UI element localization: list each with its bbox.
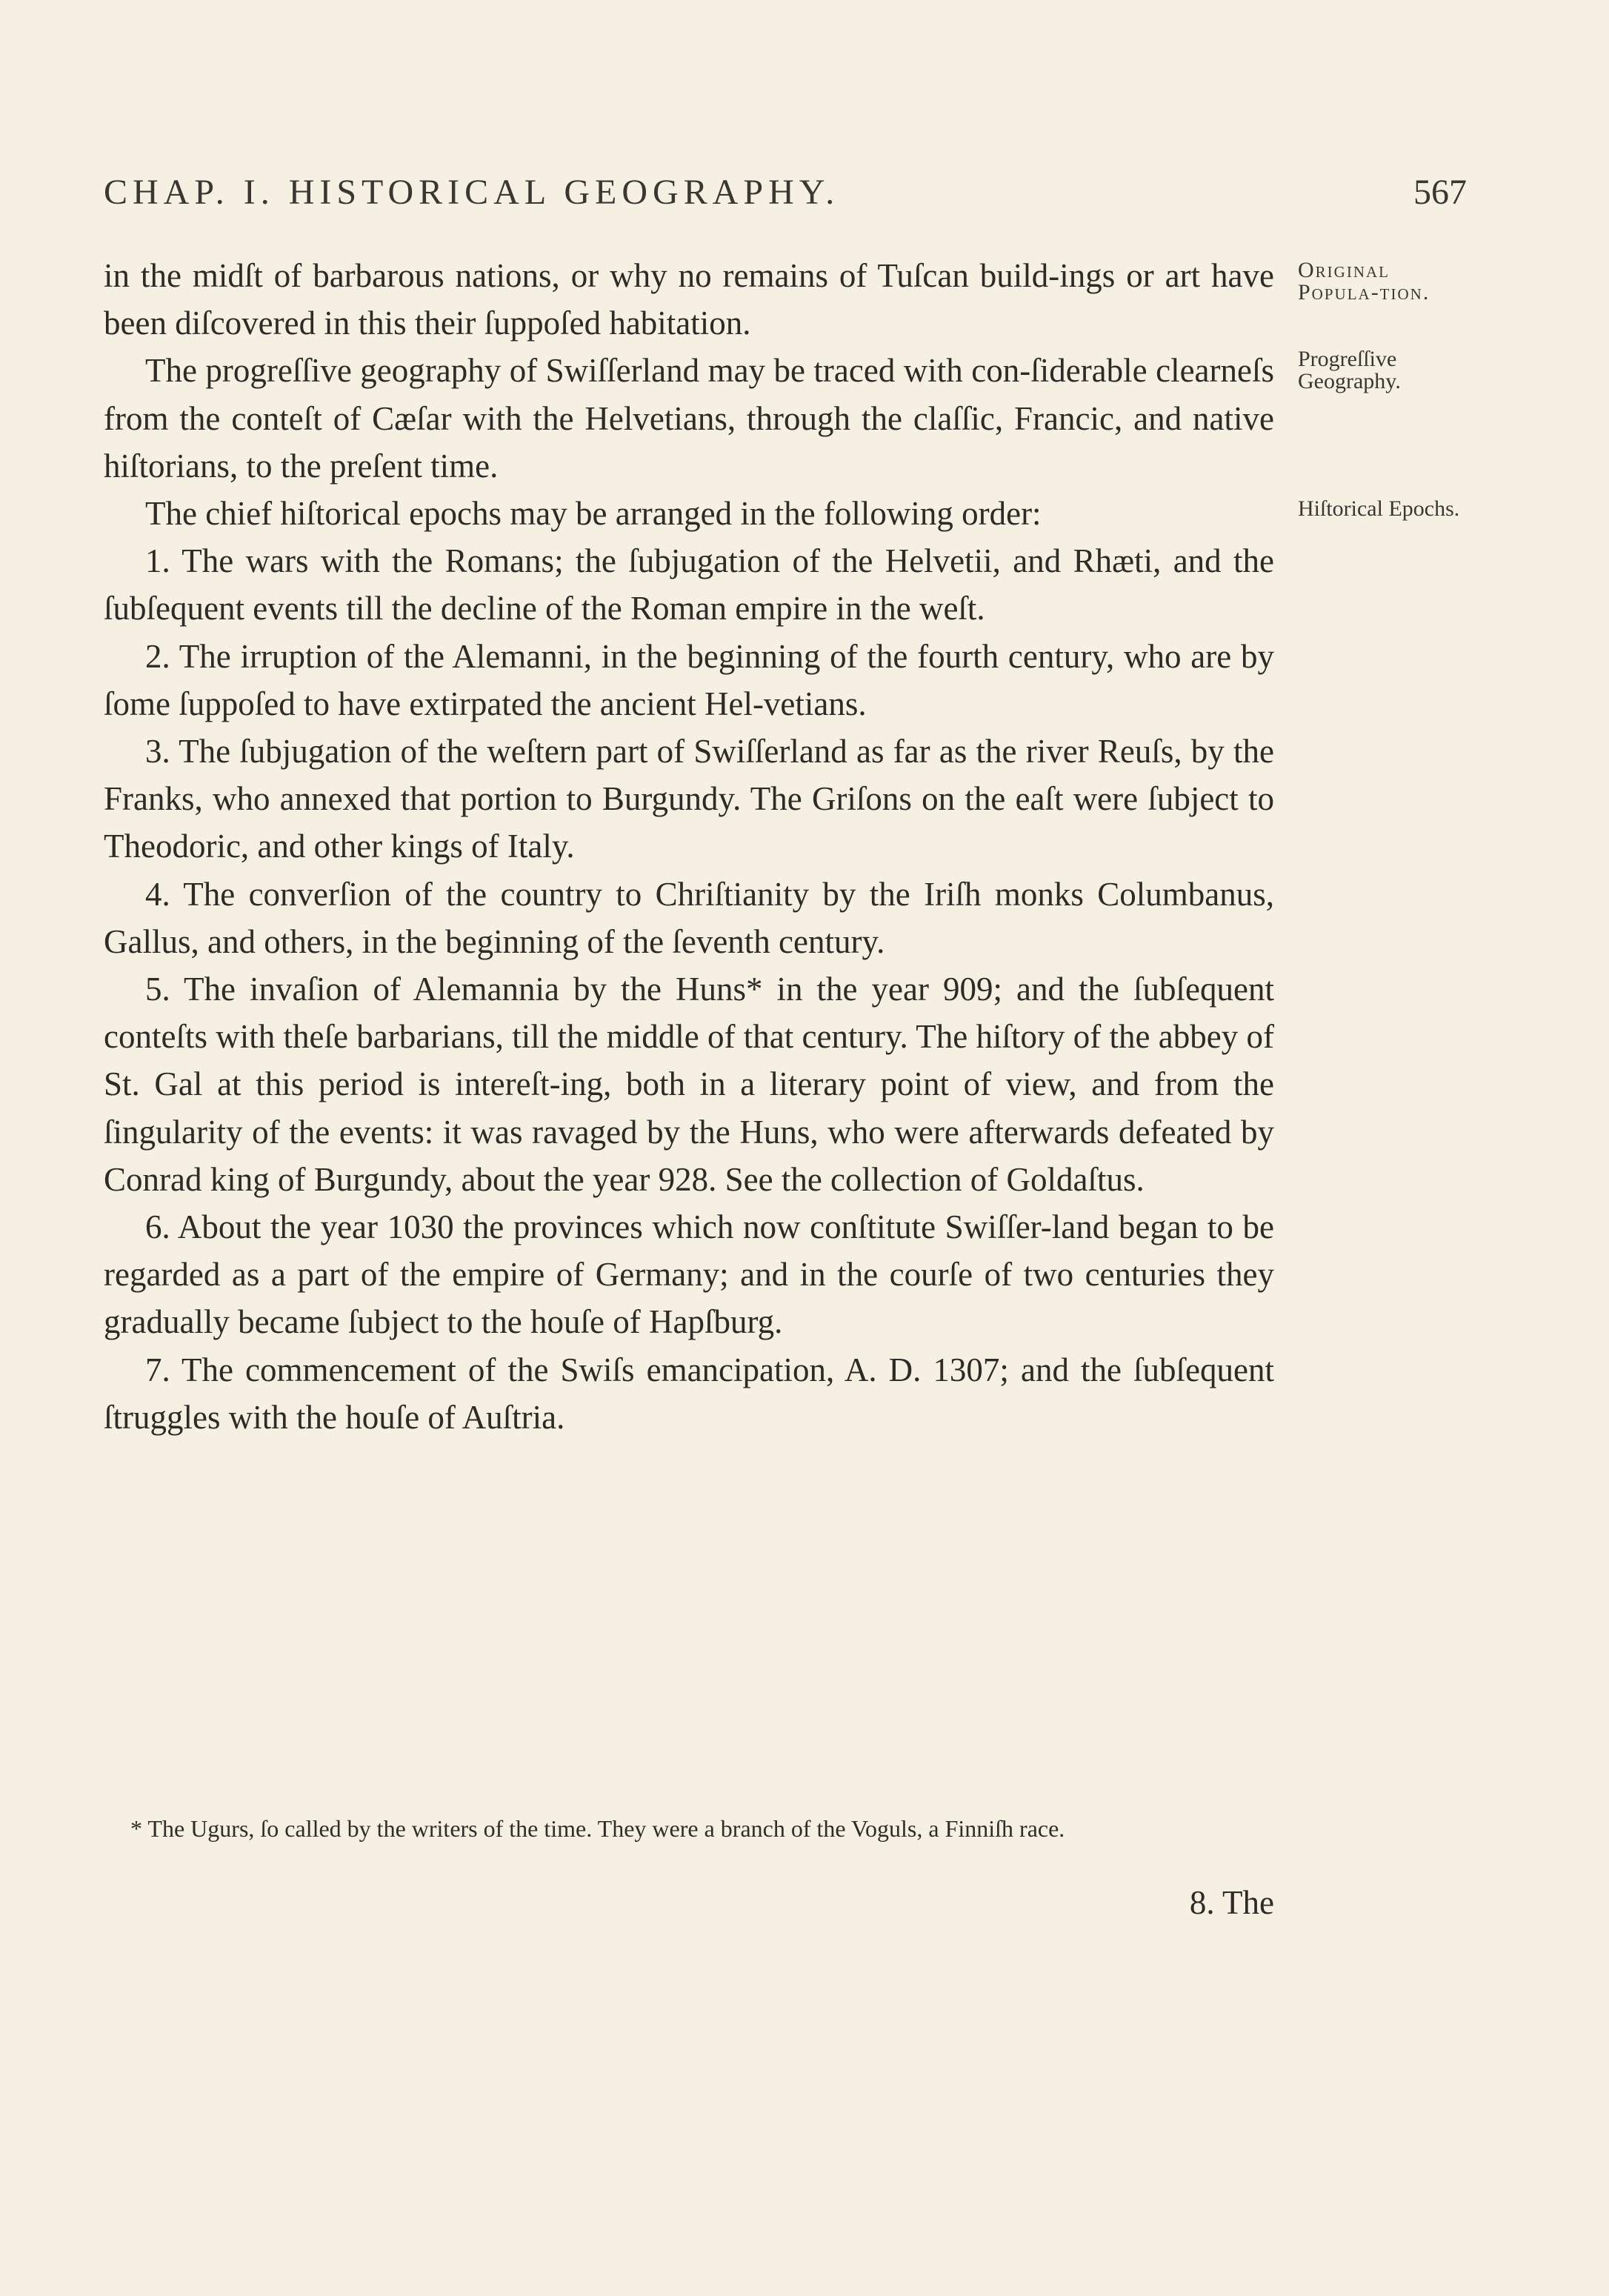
margin-note-progressive-geography: Progreſſive Geography. — [1298, 347, 1401, 393]
paragraph: 7. The commencement of the Swiſs emancipation, A. D. 1307; and the ſubſequent ſtruggles with the houſe of Auſtria. — [104, 1351, 1274, 1436]
paragraph: The chief hiſtorical epochs may be arranged in the following order: — [145, 495, 1042, 533]
main-text — [104, 252, 1274, 1441]
paragraph: 1. The wars with the Romans; the ſubjugation of the Helvetii, and Rhæti, and the ſubſequent events till the decline of the Roman empire in the weſt. — [104, 542, 1274, 628]
footnote — [104, 1812, 1274, 1845]
paragraph: The progreſſive geography of Swiſſerland may be traced with con-ſiderable clearneſs from the conteſt of Cæſar with the Helvetians, through the claſſic, Francic, and native hiſtorians, to the preſent time. — [104, 352, 1274, 485]
paragraph: 6. About the year 1030 the provinces which now conſtitute Swiſſer-land began to be regarded as a part of the empire of Germany; and in the courſe of two centuries they gradually became ſubject to the houſe of Hapſburg. — [104, 1208, 1274, 1341]
margin-note-historical-epochs: Hiſtorical Epochs. — [1298, 496, 1460, 521]
paragraph: 2. The irruption of the Alemanni, in the beginning of the fourth century, who are by ſome ſuppoſed to have extirpated the ancient Hel-vetians. — [104, 637, 1274, 722]
page-header — [104, 172, 1467, 224]
footnote-text: * The Ugurs, ſo called by the writers of the time. They were a branch of the Voguls, a Finniſh race. — [130, 1815, 1065, 1842]
paragraph: 5. The invaſion of Alemannia by the Huns* in the year 909; and the ſubſequent conteſts with theſe barbarians, till the middle of that century. The hiſtory of the abbey of St. Gal at this period is intereſt-ing, both in a literary point of view, and from the ſingularity of the events: it was ravaged by the Huns, who were afterwards defeated by Conrad king of Burgundy, about the year 928. See the collection of Goldaſtus. — [104, 971, 1274, 1198]
paragraph: in the midſt of barbarous nations, or why no remains of Tuſcan build-ings or art have been diſcovered in this their ſuppoſed habitation. — [104, 257, 1274, 342]
margin-note-original-population: Original Popula-tion. — [1298, 258, 1430, 305]
catchword: 8. The — [1189, 1884, 1274, 1921]
paragraph: 3. The ſubjugation of the weſtern part of Swiſſerland as far as the river Reuſs, by the Franks, who annexed that portion to Burgundy. The Griſons on the eaſt were ſubject to Theodoric, and other kings of Italy. — [104, 733, 1274, 865]
running-head: CHAP. I. HISTORICAL GEOGRAPHY. — [104, 173, 840, 212]
paragraph: 4. The converſion of the country to Chriſtianity by the Iriſh monks Columbanus, Gallus, and others, in the beginning of the ſeventh century. — [104, 875, 1274, 960]
page-number: 567 — [1413, 173, 1467, 212]
